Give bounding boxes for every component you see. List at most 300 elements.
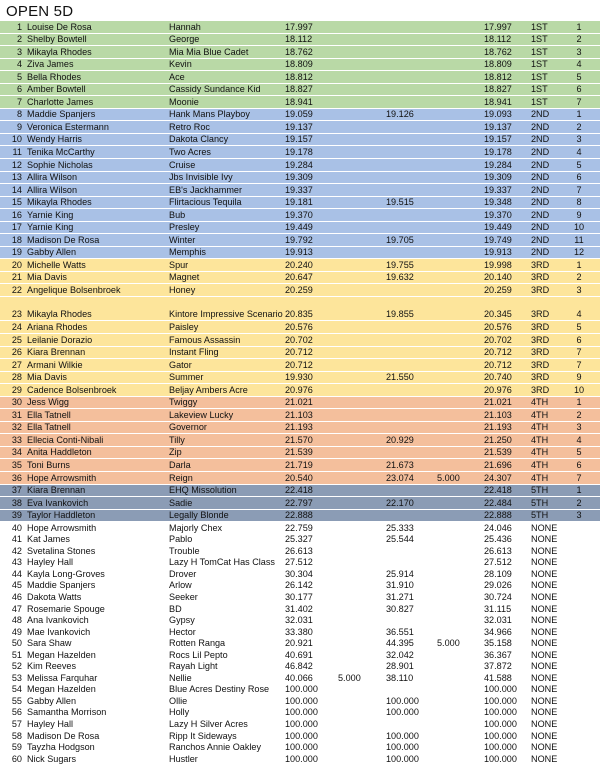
final-time: 21.103 [483, 409, 530, 422]
horse-name: Tilly [168, 434, 284, 447]
final-time: 100.000 [483, 742, 530, 754]
run-1-penalty [337, 591, 385, 603]
horse-name: Hustler [168, 753, 284, 765]
row-number: 22 [0, 284, 25, 297]
row-number: 48 [0, 615, 25, 627]
rider-name: Yarnie King [25, 209, 168, 222]
run-2-penalty [436, 497, 483, 510]
run-2-time [385, 396, 436, 409]
run-2-penalty [436, 209, 483, 222]
horse-name: Lazy H TomCat Has Class [168, 557, 284, 569]
row-number: 7 [0, 96, 25, 109]
rider-name: Toni Burns [25, 459, 168, 472]
table-row [0, 421, 600, 434]
run-2-time: 25.914 [385, 568, 436, 580]
run-2-penalty: 5.000 [436, 638, 483, 650]
table-row [0, 333, 600, 346]
run-1-time: 100.000 [284, 730, 337, 742]
run-2-penalty [436, 695, 483, 707]
division: NONE [531, 522, 558, 533]
division: 2ND [530, 221, 558, 234]
final-time: 18.809 [483, 58, 530, 71]
placing [558, 661, 600, 673]
run-1-penalty [337, 497, 385, 510]
run-1-penalty [337, 557, 385, 569]
run-1-time: 19.370 [284, 209, 337, 222]
run-2-penalty [436, 459, 483, 472]
run-1-penalty [337, 718, 385, 730]
placing: 3 [558, 509, 600, 522]
final-time: 19.157 [483, 133, 530, 146]
run-2-penalty [436, 96, 483, 109]
run-1-time: 22.759 [284, 522, 337, 534]
table-row [0, 672, 600, 684]
run-2-time: 25.544 [385, 534, 436, 546]
run-2-time [385, 557, 436, 569]
run-2-penalty [436, 753, 483, 765]
final-time: 20.712 [483, 359, 530, 372]
rider-name: Yarnie King [25, 221, 168, 234]
run-1-penalty: 5.000 [337, 672, 385, 684]
horse-name: Dakota Clancy [168, 133, 284, 146]
division: 2ND [530, 196, 558, 209]
rider-name: Mikayla Rhodes [25, 46, 168, 59]
placing: 3 [558, 133, 600, 146]
division: 4TH [530, 409, 558, 422]
row-number: 35 [0, 459, 25, 472]
rider-name: Eva Ivankovich [25, 497, 168, 510]
run-1-time: 26.613 [284, 545, 337, 557]
run-2-time [385, 184, 436, 197]
final-time: 18.941 [483, 96, 530, 109]
run-2-penalty [436, 221, 483, 234]
division: 4TH [530, 421, 558, 434]
final-time: 25.436 [483, 534, 530, 546]
final-time: 100.000 [483, 707, 530, 719]
division: 2ND [530, 133, 558, 146]
placing [558, 718, 600, 730]
run-2-time: 19.632 [385, 271, 436, 284]
run-1-penalty [337, 409, 385, 422]
table-row [0, 471, 600, 484]
run-1-penalty [337, 459, 385, 472]
run-2-penalty [436, 171, 483, 184]
row-number: 27 [0, 359, 25, 372]
run-1-penalty [337, 46, 385, 59]
horse-name: Winter [168, 234, 284, 247]
run-1-time: 20.712 [284, 346, 337, 359]
final-time: 18.812 [483, 71, 530, 84]
run-1-penalty [337, 534, 385, 546]
final-time: 17.997 [483, 21, 530, 33]
row-number: 43 [0, 557, 25, 569]
table-row [0, 534, 600, 546]
division: NONE [531, 719, 558, 730]
horse-name: Majorly Chex [168, 522, 284, 534]
division: 4TH [530, 434, 558, 447]
horse-name: Governor [168, 421, 284, 434]
run-1-time: 19.337 [284, 184, 337, 197]
final-time: 20.259 [483, 284, 530, 297]
rider-name: Madison De Rosa [25, 234, 168, 247]
rider-name: Tenika McCarthy [25, 146, 168, 159]
run-2-time: 28.901 [385, 661, 436, 673]
run-2-time [385, 421, 436, 434]
row-number: 8 [0, 108, 25, 121]
table-row [0, 384, 600, 397]
table-row [0, 522, 600, 534]
placing [558, 615, 600, 627]
run-1-time: 19.178 [284, 146, 337, 159]
rider-name: Kiara Brennan [25, 484, 168, 497]
run-1-penalty [337, 707, 385, 719]
horse-name: Magnet [168, 271, 284, 284]
row-number: 9 [0, 121, 25, 134]
run-2-time: 100.000 [385, 707, 436, 719]
run-2-time [385, 221, 436, 234]
division: 1ST [530, 96, 558, 109]
run-1-time: 18.827 [284, 83, 337, 96]
rider-name: Mikayla Rhodes [25, 196, 168, 209]
row-number: 12 [0, 159, 25, 172]
horse-name: Rocs Lil Pepto [168, 649, 284, 661]
horse-name: Seeker [168, 591, 284, 603]
final-time: 22.418 [483, 484, 530, 497]
row-number: 17 [0, 221, 25, 234]
rider-name: Melissa Farquhar [25, 672, 168, 684]
table-row [0, 159, 600, 172]
final-time: 19.309 [483, 171, 530, 184]
table-row [0, 753, 600, 765]
row-number: 28 [0, 371, 25, 384]
run-1-penalty [337, 271, 385, 284]
run-1-penalty [337, 133, 385, 146]
rider-name: Gabby Allen [25, 695, 168, 707]
run-1-penalty [337, 580, 385, 592]
table-row [0, 396, 600, 409]
run-1-penalty [337, 626, 385, 638]
run-2-penalty [436, 545, 483, 557]
row-number: 44 [0, 568, 25, 580]
horse-name: Twiggy [168, 396, 284, 409]
rider-name: Armani Wilkie [25, 359, 168, 372]
placing: 3 [558, 421, 600, 434]
table-row [0, 234, 600, 247]
run-2-penalty [436, 615, 483, 627]
run-2-penalty [436, 146, 483, 159]
run-1-penalty [337, 83, 385, 96]
run-1-penalty [337, 184, 385, 197]
row-number: 57 [0, 718, 25, 730]
row-number: 18 [0, 234, 25, 247]
row-number: 5 [0, 71, 25, 84]
placing: 10 [558, 221, 600, 234]
rider-name: Ariana Rhodes [25, 321, 168, 334]
final-time: 21.250 [483, 434, 530, 447]
row-number: 6 [0, 83, 25, 96]
run-1-time: 18.941 [284, 96, 337, 109]
row-number: 51 [0, 649, 25, 661]
run-2-penalty [436, 421, 483, 434]
horse-name: Ranchos Annie Oakley [168, 742, 284, 754]
placing: 7 [558, 184, 600, 197]
rider-name: Kat James [25, 534, 168, 546]
row-number: 4 [0, 58, 25, 71]
horse-name: Spur [168, 259, 284, 272]
table-row [0, 497, 600, 510]
division: 2ND [530, 209, 558, 222]
row-number: 15 [0, 196, 25, 209]
run-2-penalty [436, 684, 483, 696]
rider-name: Megan Hazelden [25, 684, 168, 696]
division: NONE [531, 684, 558, 695]
run-1-penalty [337, 661, 385, 673]
horse-name: Gator [168, 359, 284, 372]
table-row [0, 434, 600, 447]
table-row [0, 21, 600, 33]
run-1-penalty [337, 371, 385, 384]
division: 2ND [530, 184, 558, 197]
run-2-penalty [436, 21, 483, 33]
run-1-time: 18.112 [284, 33, 337, 46]
placing: 7 [558, 471, 600, 484]
run-1-time: 17.997 [284, 21, 337, 33]
division: NONE [531, 568, 558, 579]
final-time: 19.337 [483, 184, 530, 197]
rider-name: Sophie Nicholas [25, 159, 168, 172]
horse-name: Gypsy [168, 615, 284, 627]
horse-name: Hector [168, 626, 284, 638]
placing [558, 591, 600, 603]
run-2-time [385, 509, 436, 522]
run-2-time: 19.755 [385, 259, 436, 272]
horse-name: Darla [168, 459, 284, 472]
horse-name: Blue Acres Destiny Rose [168, 684, 284, 696]
placing [558, 649, 600, 661]
rider-name: Ellecia Conti-Nibali [25, 434, 168, 447]
rider-name: Madison De Rosa [25, 730, 168, 742]
run-1-penalty [337, 96, 385, 109]
run-2-time [385, 133, 436, 146]
placing [558, 684, 600, 696]
horse-name: Pablo [168, 534, 284, 546]
division: 3RD [530, 371, 558, 384]
rider-name: Maddie Spanjers [25, 580, 168, 592]
row-number: 30 [0, 396, 25, 409]
run-2-time: 21.673 [385, 459, 436, 472]
division: 3RD [530, 359, 558, 372]
run-1-penalty [337, 695, 385, 707]
run-1-penalty [337, 446, 385, 459]
run-2-penalty [436, 246, 483, 259]
division: 3RD [530, 271, 558, 284]
final-time: 20.976 [483, 384, 530, 397]
run-2-time: 100.000 [385, 695, 436, 707]
division: 2ND [530, 108, 558, 121]
rider-name: Hayley Hall [25, 718, 168, 730]
placing [558, 603, 600, 615]
run-1-time: 20.647 [284, 271, 337, 284]
run-2-time [385, 96, 436, 109]
final-time: 100.000 [483, 695, 530, 707]
placing [558, 672, 600, 684]
horse-name: Legally Blonde [168, 509, 284, 522]
row-number: 16 [0, 209, 25, 222]
run-2-penalty [436, 33, 483, 46]
table-row [0, 58, 600, 71]
run-2-time [385, 484, 436, 497]
run-2-penalty [436, 661, 483, 673]
run-1-time: 19.059 [284, 108, 337, 121]
placing [558, 695, 600, 707]
horse-name: Paisley [168, 321, 284, 334]
division: 3RD [530, 297, 558, 321]
run-1-time: 18.812 [284, 71, 337, 84]
run-2-time [385, 46, 436, 59]
final-time: 18.112 [483, 33, 530, 46]
row-number: 14 [0, 184, 25, 197]
row-number: 19 [0, 246, 25, 259]
run-1-time: 20.712 [284, 359, 337, 372]
division: NONE [531, 592, 558, 602]
row-number: 37 [0, 484, 25, 497]
run-1-time: 20.702 [284, 333, 337, 346]
final-time: 37.872 [483, 661, 530, 673]
run-1-time: 30.177 [284, 591, 337, 603]
placing: 4 [558, 434, 600, 447]
rider-name: Rosemarie Spouge [25, 603, 168, 615]
table-row [0, 371, 600, 384]
run-2-penalty: 5.000 [436, 471, 483, 484]
run-1-time: 32.031 [284, 615, 337, 627]
run-1-penalty [337, 649, 385, 661]
row-number: 2 [0, 33, 25, 46]
table-row [0, 46, 600, 59]
final-time: 19.348 [483, 196, 530, 209]
run-2-penalty [436, 626, 483, 638]
placing: 10 [558, 384, 600, 397]
horse-name: Mia Mia Blue Cadet [168, 46, 284, 59]
run-1-time: 22.418 [284, 484, 337, 497]
horse-name: Beljay Ambers Acre [168, 384, 284, 397]
run-1-penalty [337, 234, 385, 247]
table-row [0, 684, 600, 696]
run-1-time: 22.888 [284, 509, 337, 522]
table-row [0, 346, 600, 359]
run-1-time: 20.240 [284, 259, 337, 272]
run-1-penalty [337, 603, 385, 615]
horse-name: EB's Jackhammer [168, 184, 284, 197]
row-number: 31 [0, 409, 25, 422]
run-2-penalty [436, 509, 483, 522]
division: 4TH [530, 396, 558, 409]
row-number: 40 [0, 522, 25, 534]
run-2-penalty [436, 271, 483, 284]
run-1-penalty [337, 33, 385, 46]
rider-name: Sara Shaw [25, 638, 168, 650]
run-2-time [385, 615, 436, 627]
run-2-penalty [436, 297, 483, 321]
table-row [0, 33, 600, 46]
page-title: OPEN 5D [6, 3, 74, 20]
final-time: 32.031 [483, 615, 530, 627]
placing: 3 [558, 284, 600, 297]
placing [558, 580, 600, 592]
run-2-time [385, 246, 436, 259]
final-time: 28.109 [483, 568, 530, 580]
rider-name: Gabby Allen [25, 246, 168, 259]
placing [558, 730, 600, 742]
run-2-penalty [436, 534, 483, 546]
placing: 4 [558, 146, 600, 159]
run-2-penalty [436, 184, 483, 197]
horse-name: Reign [168, 471, 284, 484]
division: 2ND [530, 246, 558, 259]
horse-name: Retro Roc [168, 121, 284, 134]
run-1-penalty [337, 509, 385, 522]
run-1-time: 100.000 [284, 718, 337, 730]
run-1-penalty [337, 484, 385, 497]
run-1-penalty [337, 121, 385, 134]
horse-name: Arlow [168, 580, 284, 592]
row-number: 59 [0, 742, 25, 754]
final-time: 21.539 [483, 446, 530, 459]
run-2-time [385, 284, 436, 297]
run-1-penalty [337, 545, 385, 557]
row-number: 21 [0, 271, 25, 284]
table-row [0, 742, 600, 754]
run-1-time: 22.797 [284, 497, 337, 510]
run-1-time: 18.809 [284, 58, 337, 71]
horse-name: Two Acres [168, 146, 284, 159]
placing: 6 [558, 333, 600, 346]
division: NONE [531, 649, 558, 660]
row-number: 42 [0, 545, 25, 557]
placing: 8 [558, 196, 600, 209]
division: 3RD [530, 321, 558, 334]
run-1-penalty [337, 108, 385, 121]
final-time: 19.178 [483, 146, 530, 159]
final-time: 24.046 [483, 522, 530, 534]
horse-name: Honey [168, 284, 284, 297]
run-2-penalty [436, 196, 483, 209]
run-2-time [385, 321, 436, 334]
division: 1ST [530, 83, 558, 96]
table-row [0, 108, 600, 121]
table-row [0, 580, 600, 592]
division: 3RD [530, 284, 558, 297]
run-1-time: 19.157 [284, 133, 337, 146]
rider-name: Charlotte James [25, 96, 168, 109]
horse-name: Bub [168, 209, 284, 222]
final-time: 19.749 [483, 234, 530, 247]
placing: 5 [558, 446, 600, 459]
final-time: 21.696 [483, 459, 530, 472]
division: NONE [531, 603, 558, 614]
table-row [0, 297, 600, 321]
placing: 7 [558, 346, 600, 359]
row-number: 41 [0, 534, 25, 546]
run-1-penalty [337, 71, 385, 84]
row-number: 26 [0, 346, 25, 359]
rider-name: Hope Arrowsmith [25, 471, 168, 484]
run-1-penalty [337, 615, 385, 627]
placing [558, 557, 600, 569]
run-2-penalty [436, 83, 483, 96]
rider-name: Kiara Brennan [25, 346, 168, 359]
run-2-penalty [436, 434, 483, 447]
division: NONE [531, 534, 558, 545]
